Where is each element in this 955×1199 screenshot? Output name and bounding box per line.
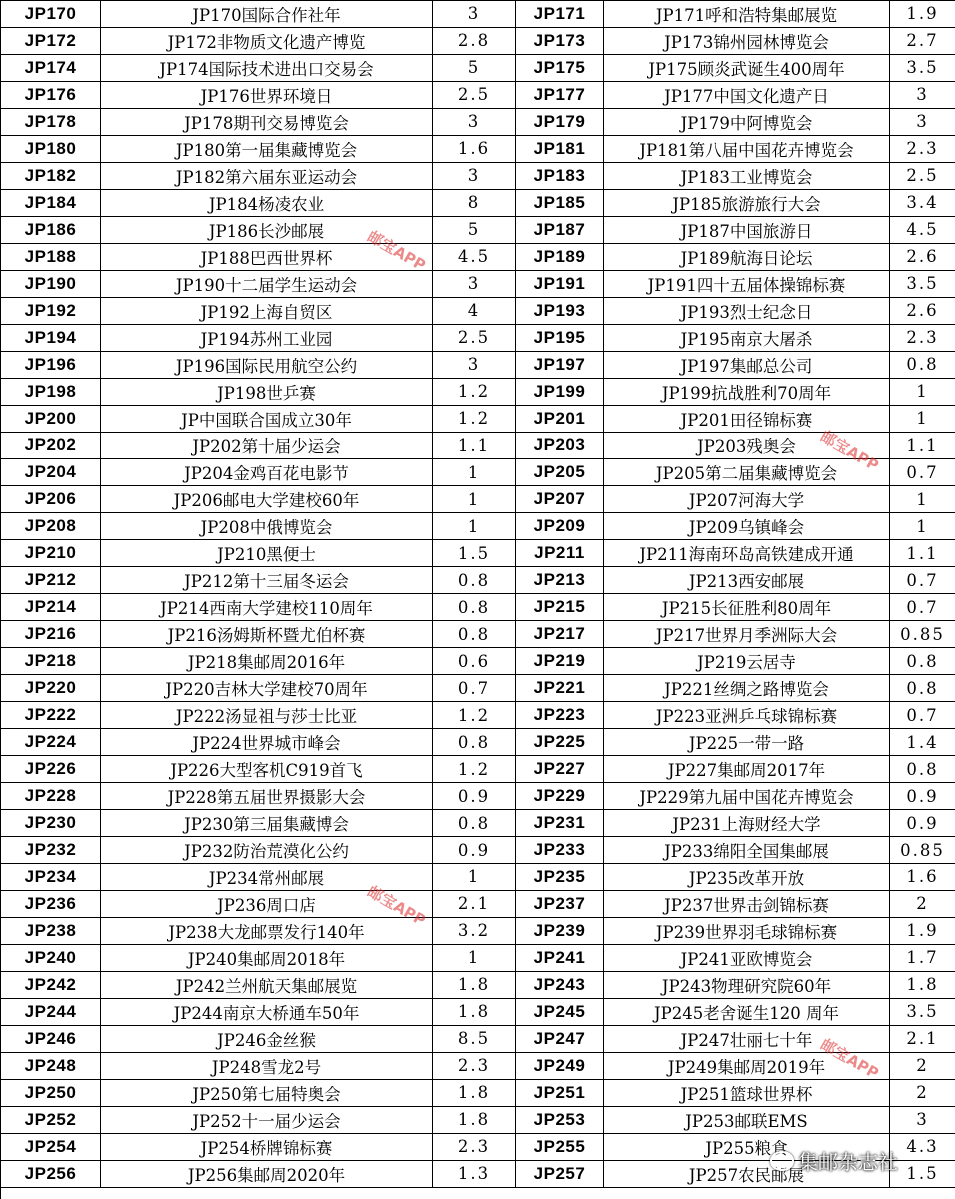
left-price-cell: 1.8 <box>433 972 516 999</box>
right-code-cell: JP205 <box>516 459 604 486</box>
right-name-cell: JP251篮球世界杯 <box>604 1080 890 1107</box>
right-price-cell: 1.1 <box>890 540 955 567</box>
left-name-cell: JP178期刊交易博览会 <box>101 109 433 136</box>
left-code-cell: JP214 <box>1 594 101 621</box>
left-code-cell: JP184 <box>1 190 101 217</box>
left-price-cell: 0.8 <box>433 810 516 837</box>
right-code-cell: JP197 <box>516 352 604 379</box>
right-code-cell: JP241 <box>516 945 604 972</box>
right-name-cell: JP221丝绸之路博览会 <box>604 675 890 702</box>
right-code-cell: JP239 <box>516 918 604 945</box>
left-name-cell: JP238大龙邮票发行140年 <box>101 918 433 945</box>
right-price-cell: 3 <box>890 1107 955 1134</box>
right-price-cell: 2.1 <box>890 1026 955 1053</box>
left-price-cell: 1.5 <box>433 540 516 567</box>
left-code-cell: JP242 <box>1 972 101 999</box>
right-price-cell: 0.8 <box>890 756 955 783</box>
left-price-cell: 8.5 <box>433 1026 516 1053</box>
left-code-cell: JP238 <box>1 918 101 945</box>
left-name-cell: JP240集邮周2018年 <box>101 945 433 972</box>
left-price-cell: 5 <box>433 55 516 82</box>
right-price-cell: 0.7 <box>890 567 955 594</box>
left-name-cell: JP216汤姆斯杯暨尤伯杯赛 <box>101 621 433 648</box>
left-code-cell: JP250 <box>1 1080 101 1107</box>
left-name-cell: JP242兰州航天集邮展览 <box>101 972 433 999</box>
right-code-cell: JP253 <box>516 1107 604 1134</box>
left-price-cell: 1.2 <box>433 379 516 406</box>
left-code-cell: JP180 <box>1 136 101 163</box>
right-name-cell: JP233绵阳全国集邮展 <box>604 837 890 864</box>
right-price-cell: 2.7 <box>890 28 955 55</box>
right-name-cell: JP181第八届中国花卉博览会 <box>604 136 890 163</box>
right-name-cell: JP173锦州园林博览会 <box>604 28 890 55</box>
right-price-cell: 1 <box>890 486 955 513</box>
right-name-cell: JP257农民邮展 <box>604 1161 890 1188</box>
right-code-cell: JP177 <box>516 82 604 109</box>
left-name-cell: JP174国际技术进出口交易会 <box>101 55 433 82</box>
right-price-cell: 1.1 <box>890 433 955 460</box>
left-name-cell: JP222汤显祖与莎士比亚 <box>101 702 433 729</box>
right-name-cell: JP241亚欧博览会 <box>604 945 890 972</box>
left-price-cell: 1 <box>433 945 516 972</box>
left-name-cell: JP180第一届集藏博览会 <box>101 136 433 163</box>
right-code-cell: JP191 <box>516 271 604 298</box>
watermark: 邮宝APP <box>817 427 882 475</box>
right-code-cell: JP201 <box>516 406 604 433</box>
left-name-cell: JP248雪龙2号 <box>101 1053 433 1080</box>
right-price-cell: 1.4 <box>890 729 955 756</box>
right-name-cell: JP183工业博览会 <box>604 163 890 190</box>
right-name-cell: JP227集邮周2017年 <box>604 756 890 783</box>
left-code-cell: JP198 <box>1 379 101 406</box>
left-price-cell: 1 <box>433 459 516 486</box>
right-price-cell: 0.85 <box>890 837 955 864</box>
left-price-cell: 1.2 <box>433 702 516 729</box>
left-price-cell: 2.3 <box>433 1053 516 1080</box>
left-price-cell: 2.8 <box>433 28 516 55</box>
publisher-name: 集邮杂志社 <box>798 1150 898 1174</box>
left-price-cell: 1.1 <box>433 433 516 460</box>
right-name-cell: JP199抗战胜利70周年 <box>604 379 890 406</box>
left-price-cell: 3 <box>433 163 516 190</box>
right-name-cell: JP235改革开放 <box>604 864 890 891</box>
right-name-cell: JP225一带一路 <box>604 729 890 756</box>
right-name-cell: JP215长征胜利80周年 <box>604 594 890 621</box>
right-code-cell: JP221 <box>516 675 604 702</box>
right-name-cell: JP243物理研究院60年 <box>604 972 890 999</box>
left-code-cell: JP172 <box>1 28 101 55</box>
left-price-cell: 3 <box>433 1 516 28</box>
right-name-cell: JP203残奥会 <box>604 433 890 460</box>
right-code-cell: JP215 <box>516 594 604 621</box>
left-price-cell: 3.2 <box>433 918 516 945</box>
right-price-cell: 0.9 <box>890 810 955 837</box>
right-code-cell: JP185 <box>516 190 604 217</box>
left-code-cell: JP204 <box>1 459 101 486</box>
right-name-cell: JP245老舍诞生120 周年 <box>604 999 890 1026</box>
left-code-cell: JP236 <box>1 891 101 918</box>
right-code-cell: JP187 <box>516 217 604 244</box>
right-code-cell: JP181 <box>516 136 604 163</box>
right-price-cell: 0.8 <box>890 675 955 702</box>
left-code-cell: JP226 <box>1 756 101 783</box>
right-code-cell: JP227 <box>516 756 604 783</box>
left-price-cell: 0.6 <box>433 648 516 675</box>
left-code-cell: JP194 <box>1 325 101 352</box>
right-code-cell: JP231 <box>516 810 604 837</box>
left-code-cell: JP206 <box>1 486 101 513</box>
left-code-cell: JP182 <box>1 163 101 190</box>
left-price-cell: 1.3 <box>433 1161 516 1188</box>
left-code-cell: JP192 <box>1 298 101 325</box>
right-name-cell: JP207河海大学 <box>604 486 890 513</box>
right-name-cell: JP223亚洲乒乓球锦标赛 <box>604 702 890 729</box>
right-code-cell: JP255 <box>516 1134 604 1161</box>
right-price-cell: 3 <box>890 82 955 109</box>
right-code-cell: JP235 <box>516 864 604 891</box>
right-code-cell: JP229 <box>516 783 604 810</box>
left-name-cell: JP182第六届东亚运动会 <box>101 163 433 190</box>
left-name-cell: JP254桥牌锦标赛 <box>101 1134 433 1161</box>
left-name-cell: JP234常州邮展 <box>101 864 433 891</box>
left-code-cell: JP230 <box>1 810 101 837</box>
right-code-cell: JP245 <box>516 999 604 1026</box>
left-price-cell: 1 <box>433 486 516 513</box>
left-code-cell: JP190 <box>1 271 101 298</box>
right-price-cell: 0.85 <box>890 621 955 648</box>
left-price-cell: 2.3 <box>433 1134 516 1161</box>
right-code-cell: JP233 <box>516 837 604 864</box>
right-price-cell: 2.6 <box>890 244 955 271</box>
left-name-cell: JP252十一届少运会 <box>101 1107 433 1134</box>
left-name-cell: JP188巴西世界杯 <box>101 244 433 271</box>
left-code-cell: JP232 <box>1 837 101 864</box>
right-code-cell: JP183 <box>516 163 604 190</box>
right-name-cell: JP201田径锦标赛 <box>604 406 890 433</box>
left-code-cell: JP174 <box>1 55 101 82</box>
left-price-cell: 8 <box>433 190 516 217</box>
left-code-cell: JP228 <box>1 783 101 810</box>
right-name-cell: JP191四十五届体操锦标赛 <box>604 271 890 298</box>
right-code-cell: JP171 <box>516 1 604 28</box>
right-name-cell: JP211海南环岛高铁建成开通 <box>604 540 890 567</box>
left-price-cell: 0.9 <box>433 837 516 864</box>
right-code-cell: JP225 <box>516 729 604 756</box>
left-price-cell: 1.2 <box>433 406 516 433</box>
right-code-cell: JP237 <box>516 891 604 918</box>
right-price-cell: 1.6 <box>890 864 955 891</box>
right-price-cell: 0.9 <box>890 783 955 810</box>
right-name-cell: JP185旅游旅行大会 <box>604 190 890 217</box>
right-code-cell: JP179 <box>516 109 604 136</box>
right-price-cell: 1.7 <box>890 945 955 972</box>
right-code-cell: JP251 <box>516 1080 604 1107</box>
right-price-cell: 1.9 <box>890 1 955 28</box>
left-name-cell: JP中国联合国成立30年 <box>101 406 433 433</box>
left-price-cell: 3 <box>433 271 516 298</box>
right-name-cell: JP187中国旅游日 <box>604 217 890 244</box>
left-price-cell: 1 <box>433 864 516 891</box>
right-name-cell: JP237世界击剑锦标赛 <box>604 891 890 918</box>
right-code-cell: JP219 <box>516 648 604 675</box>
left-code-cell: JP218 <box>1 648 101 675</box>
left-code-cell: JP220 <box>1 675 101 702</box>
left-price-cell: 0.8 <box>433 729 516 756</box>
right-name-cell: JP179中阿博览会 <box>604 109 890 136</box>
watermark: 邮宝APP <box>364 227 429 275</box>
left-code-cell: JP222 <box>1 702 101 729</box>
right-name-cell: JP219云居寺 <box>604 648 890 675</box>
left-code-cell: JP240 <box>1 945 101 972</box>
left-name-cell: JP172非物质文化遗产博览 <box>101 28 433 55</box>
right-price-cell: 0.7 <box>890 459 955 486</box>
right-price-cell: 1.9 <box>890 918 955 945</box>
left-code-cell: JP224 <box>1 729 101 756</box>
right-price-cell: 3.5 <box>890 271 955 298</box>
right-price-cell: 2 <box>890 891 955 918</box>
left-code-cell: JP248 <box>1 1053 101 1080</box>
left-name-cell: JP170国际合作社年 <box>101 1 433 28</box>
left-name-cell: JP212第十三届冬运会 <box>101 567 433 594</box>
left-price-cell: 0.7 <box>433 675 516 702</box>
left-name-cell: JP244南京大桥通车50年 <box>101 999 433 1026</box>
left-code-cell: JP254 <box>1 1134 101 1161</box>
right-name-cell: JP197集邮总公司 <box>604 352 890 379</box>
left-name-cell: JP208中俄博览会 <box>101 513 433 540</box>
right-name-cell: JP193烈士纪念日 <box>604 298 890 325</box>
left-code-cell: JP256 <box>1 1161 101 1188</box>
watermark: 邮宝APP <box>364 882 429 930</box>
left-name-cell: JP192上海自贸区 <box>101 298 433 325</box>
left-price-cell: 1 <box>433 513 516 540</box>
left-code-cell: JP200 <box>1 406 101 433</box>
left-code-cell: JP216 <box>1 621 101 648</box>
left-name-cell: JP198世乒赛 <box>101 379 433 406</box>
right-name-cell: JP177中国文化遗产日 <box>604 82 890 109</box>
left-name-cell: JP184杨凌农业 <box>101 190 433 217</box>
left-code-cell: JP178 <box>1 109 101 136</box>
right-price-cell: 3 <box>890 109 955 136</box>
right-price-cell: 2.3 <box>890 136 955 163</box>
left-name-cell: JP256集邮周2020年 <box>101 1161 433 1188</box>
left-name-cell: JP250第七届特奥会 <box>101 1080 433 1107</box>
left-price-cell: 0.9 <box>433 783 516 810</box>
right-price-cell: 1 <box>890 379 955 406</box>
right-code-cell: JP193 <box>516 298 604 325</box>
right-name-cell: JP217世界月季洲际大会 <box>604 621 890 648</box>
right-code-cell: JP223 <box>516 702 604 729</box>
right-code-cell: JP211 <box>516 540 604 567</box>
right-code-cell: JP247 <box>516 1026 604 1053</box>
left-name-cell: JP190十二届学生运动会 <box>101 271 433 298</box>
right-price-cell: 2 <box>890 1053 955 1080</box>
left-name-cell: JP228第五届世界摄影大会 <box>101 783 433 810</box>
left-price-cell: 3 <box>433 109 516 136</box>
left-code-cell: JP210 <box>1 540 101 567</box>
right-price-cell: 2.3 <box>890 325 955 352</box>
right-name-cell: JP195南京大屠杀 <box>604 325 890 352</box>
right-name-cell: JP253邮联EMS <box>604 1107 890 1134</box>
right-price-cell: 2.5 <box>890 163 955 190</box>
left-price-cell: 2.5 <box>433 325 516 352</box>
left-price-cell: 5 <box>433 217 516 244</box>
right-name-cell: JP239世界羽毛球锦标赛 <box>604 918 890 945</box>
right-price-cell: 4.5 <box>890 217 955 244</box>
left-name-cell: JP210黑便士 <box>101 540 433 567</box>
right-price-cell: 1 <box>890 513 955 540</box>
left-code-cell: JP188 <box>1 244 101 271</box>
left-price-cell: 2.5 <box>433 82 516 109</box>
left-code-cell: JP252 <box>1 1107 101 1134</box>
right-name-cell: JP171呼和浩特集邮展览 <box>604 1 890 28</box>
right-price-cell: 2.6 <box>890 298 955 325</box>
left-name-cell: JP220吉林大学建校70周年 <box>101 675 433 702</box>
right-price-cell: 4.3 <box>890 1134 955 1161</box>
right-price-cell: 1.8 <box>890 972 955 999</box>
right-code-cell: JP199 <box>516 379 604 406</box>
right-code-cell: JP189 <box>516 244 604 271</box>
right-price-cell: 1.5 <box>890 1161 955 1188</box>
right-code-cell: JP203 <box>516 433 604 460</box>
right-name-cell: JP249集邮周2019年 <box>604 1053 890 1080</box>
left-code-cell: JP246 <box>1 1026 101 1053</box>
right-code-cell: JP209 <box>516 513 604 540</box>
right-code-cell: JP207 <box>516 486 604 513</box>
left-price-cell: 1.6 <box>433 136 516 163</box>
left-code-cell: JP196 <box>1 352 101 379</box>
left-name-cell: JP224世界城市峰会 <box>101 729 433 756</box>
right-name-cell: JP205第二届集藏博览会 <box>604 459 890 486</box>
right-name-cell: JP209乌镇峰会 <box>604 513 890 540</box>
left-name-cell: JP246金丝猴 <box>101 1026 433 1053</box>
left-name-cell: JP230第三届集藏博会 <box>101 810 433 837</box>
right-code-cell: JP243 <box>516 972 604 999</box>
left-name-cell: JP214西南大学建校110周年 <box>101 594 433 621</box>
left-price-cell: 2.1 <box>433 891 516 918</box>
left-code-cell: JP234 <box>1 864 101 891</box>
left-name-cell: JP226大型客机C919首飞 <box>101 756 433 783</box>
left-name-cell: JP236周口店 <box>101 891 433 918</box>
left-price-cell: 1.8 <box>433 1080 516 1107</box>
left-price-cell: 0.8 <box>433 594 516 621</box>
right-code-cell: JP213 <box>516 567 604 594</box>
left-name-cell: JP186长沙邮展 <box>101 217 433 244</box>
left-name-cell: JP196国际民用航空公约 <box>101 352 433 379</box>
right-price-cell: 0.8 <box>890 648 955 675</box>
left-price-cell: 4.5 <box>433 244 516 271</box>
left-price-cell: 1.2 <box>433 756 516 783</box>
right-price-cell: 1 <box>890 406 955 433</box>
left-name-cell: JP206邮电大学建校60年 <box>101 486 433 513</box>
left-code-cell: JP212 <box>1 567 101 594</box>
right-name-cell: JP213西安邮展 <box>604 567 890 594</box>
left-code-cell: JP244 <box>1 999 101 1026</box>
right-code-cell: JP173 <box>516 28 604 55</box>
right-code-cell: JP195 <box>516 325 604 352</box>
right-price-cell: 3.5 <box>890 999 955 1026</box>
right-price-cell: 2 <box>890 1080 955 1107</box>
right-name-cell: JP229第九届中国花卉博览会 <box>604 783 890 810</box>
left-name-cell: JP218集邮周2016年 <box>101 648 433 675</box>
left-price-cell: 1.8 <box>433 1107 516 1134</box>
right-name-cell: JP189航海日论坛 <box>604 244 890 271</box>
left-price-cell: 0.8 <box>433 621 516 648</box>
right-code-cell: JP249 <box>516 1053 604 1080</box>
right-code-cell: JP217 <box>516 621 604 648</box>
left-name-cell: JP176世界环境日 <box>101 82 433 109</box>
right-price-cell: 0.8 <box>890 352 955 379</box>
right-name-cell: JP231上海财经大学 <box>604 810 890 837</box>
left-code-cell: JP176 <box>1 82 101 109</box>
left-code-cell: JP202 <box>1 433 101 460</box>
right-price-cell: 3.5 <box>890 55 955 82</box>
left-price-cell: 4 <box>433 298 516 325</box>
left-code-cell: JP186 <box>1 217 101 244</box>
right-price-cell: 0.7 <box>890 702 955 729</box>
right-code-cell: JP175 <box>516 55 604 82</box>
left-name-cell: JP202第十届少运会 <box>101 433 433 460</box>
left-name-cell: JP204金鸡百花电影节 <box>101 459 433 486</box>
right-price-cell: 0.7 <box>890 594 955 621</box>
watermark: 邮宝APP <box>817 1035 882 1083</box>
left-code-cell: JP208 <box>1 513 101 540</box>
left-name-cell: JP194苏州工业园 <box>101 325 433 352</box>
left-code-cell: JP170 <box>1 1 101 28</box>
right-code-cell: JP257 <box>516 1161 604 1188</box>
left-price-cell: 1.8 <box>433 999 516 1026</box>
left-price-cell: 3 <box>433 352 516 379</box>
left-name-cell: JP232防治荒漠化公约 <box>101 837 433 864</box>
right-name-cell: JP247壮丽七十年 <box>604 1026 890 1053</box>
right-name-cell: JP175顾炎武诞生400周年 <box>604 55 890 82</box>
right-name-cell: JP255粮食 <box>604 1134 890 1161</box>
left-price-cell: 0.8 <box>433 567 516 594</box>
right-price-cell: 3.4 <box>890 190 955 217</box>
